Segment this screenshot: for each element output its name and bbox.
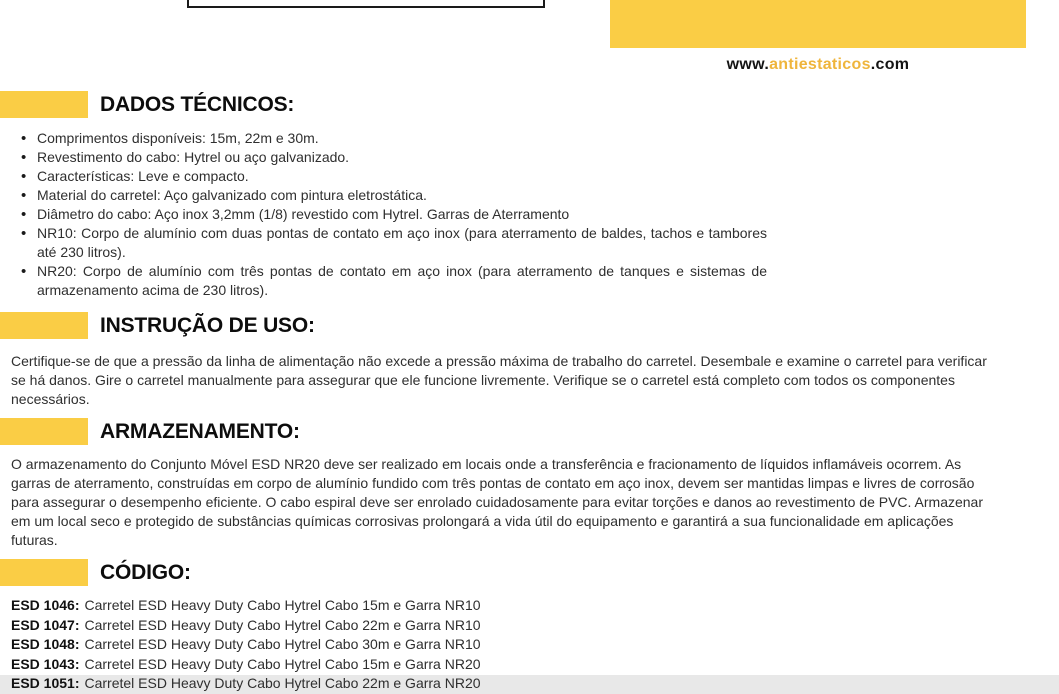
code-description: Carretel ESD Heavy Duty Cabo Hytrel Cabo 22m e Garra NR10 xyxy=(84,616,481,633)
code-row xyxy=(11,616,711,636)
website-prefix: www. xyxy=(726,56,770,73)
code-row xyxy=(11,674,711,694)
code-label: ESD 1047: xyxy=(11,616,80,633)
spec-item: • Revestimento do cabo: Hytrel ou aço galvanizado. xyxy=(11,148,767,167)
spec-item: • NR10: Corpo de alumínio com duas pontas de contato em aço inox (para aterramento de baldes, tachos e tambores até 230 litros). xyxy=(11,224,767,262)
section-dados-tecnicos-heading xyxy=(0,91,294,118)
code-label: ESD 1048: xyxy=(11,636,80,652)
website-domain: antiestaticos xyxy=(769,56,871,73)
spec-item: • Comprimentos disponíveis: 15m, 22m e 30m. xyxy=(11,129,767,148)
spec-item: • Material do carretel: Aço galvanizado com pintura eletrostática. xyxy=(11,186,767,205)
section-armazenamento-heading xyxy=(0,418,300,445)
cropped-table-border xyxy=(187,0,545,8)
usage-paragraph: Certifique-se de que a pressão da linha de alimentação não excede a pressão máxima de trabalho do carretel. Desembale e examine o carretel para verificar se há danos. Gire o carretel manualmente para assegurar que ele funcione livremente. Verifique se o carretel está completo com todos os componentes necessários. xyxy=(11,353,987,407)
code-row xyxy=(11,655,711,675)
code-description: Carretel ESD Heavy Duty Cabo Hytrel Cabo 30m e Garra NR10 xyxy=(84,636,481,652)
section-accent-bar xyxy=(0,91,88,118)
storage-paragraph: O armazenamento do Conjunto Móvel ESD NR20 deve ser realizado em locais onde a transferência e fracionamento de líquidos inflamáveis ocorrem. As garras de aterramento, construídas em corpo de alumínio fundido com três pontas de contato em aço inox, devem ser mantidas limpas e livres de corrosão para assegurar o desempenho eficiente. O cabo espiral deve ser enrolado cuidadosamente para evitar torções e danos ao revestimento de PVC. Armazenar em um local seco e protegido de substâncias químicas corrosivas prolongará a vida útil do equipamento e garantirá a sua funcionalidade em aplicações futuras. xyxy=(11,456,984,548)
section-title: DADOS TÉCNICOS: xyxy=(100,92,295,116)
section-accent-bar xyxy=(0,312,88,339)
section-title: INSTRUÇÃO DE USO: xyxy=(100,313,315,337)
website-link[interactable] xyxy=(610,56,1026,74)
spec-item: • Características: Leve e compacto. xyxy=(11,167,767,186)
spec-item: • NR20: Corpo de alumínio com três pontas de contato em aço inox (para aterramento de tanques e sistemas de armazenamento acima de 230 litros). xyxy=(11,262,767,300)
section-title: ARMAZENAMENTO: xyxy=(100,419,300,443)
code-label: ESD 1051: xyxy=(11,675,80,691)
website-suffix: .com xyxy=(870,56,910,73)
code-row xyxy=(11,635,711,655)
section-accent-bar xyxy=(0,418,88,445)
code-label: ESD 1046: xyxy=(11,597,80,613)
code-label: ESD 1043: xyxy=(11,655,80,672)
product-codes-list xyxy=(11,596,711,694)
code-description: Carretel ESD Heavy Duty Cabo Hytrel Cabo 15m e Garra NR10 xyxy=(84,597,481,613)
brand-banner xyxy=(610,0,1026,48)
code-row xyxy=(11,596,711,616)
section-codigo-heading xyxy=(0,559,191,586)
code-description: Carretel ESD Heavy Duty Cabo Hytrel Cabo 15m e Garra NR20 xyxy=(84,655,481,672)
section-accent-bar xyxy=(0,559,88,586)
technical-specs-list xyxy=(11,129,767,300)
section-instrucao-heading xyxy=(0,312,315,339)
code-description: Carretel ESD Heavy Duty Cabo Hytrel Cabo 22m e Garra NR20 xyxy=(84,675,481,691)
section-title: CÓDIGO: xyxy=(100,560,191,584)
spec-item: • Diâmetro do cabo: Aço inox 3,2mm (1/8) revestido com Hytrel. Garras de Aterramento xyxy=(11,205,767,224)
